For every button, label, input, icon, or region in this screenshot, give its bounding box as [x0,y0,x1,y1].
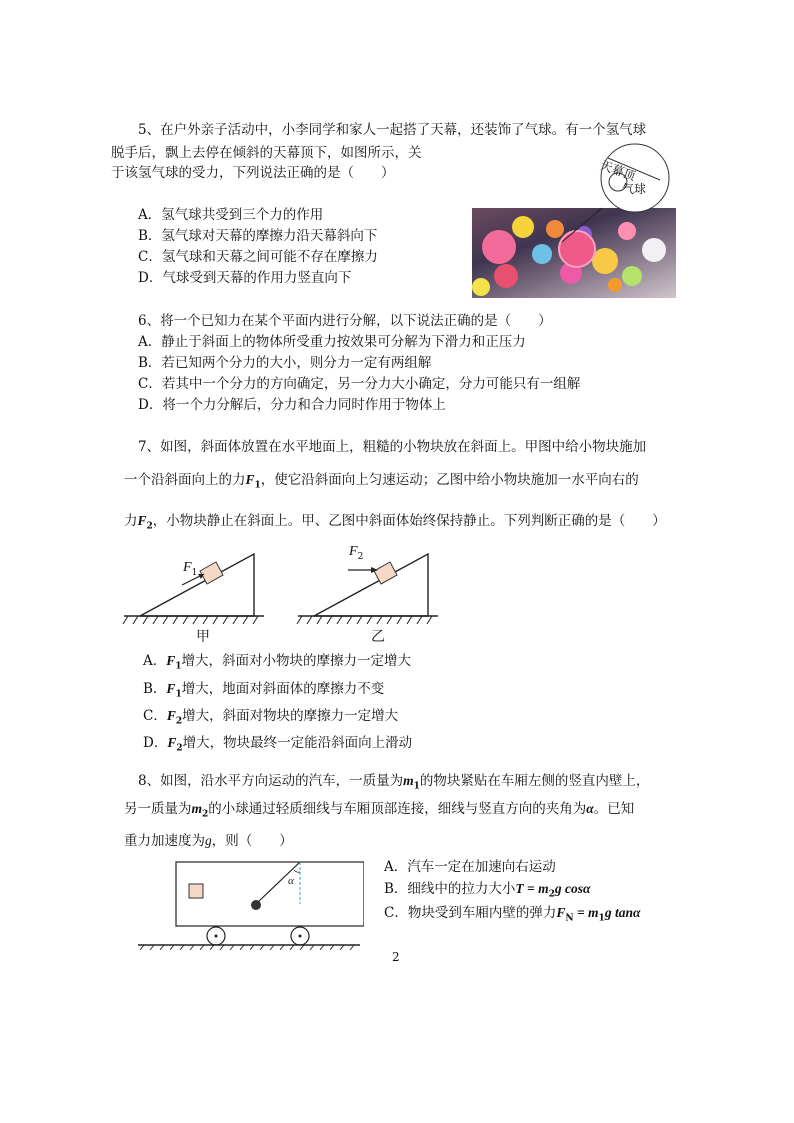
q7-f2: F [137,513,147,528]
q8-option-b: B．细线中的拉力大小$T = m_2g$ cosα [384,881,591,900]
q6-option-a: A．静止于斜面上的物体所受重力按效果可分解为下滑力和正压力 [138,334,526,350]
q5-callout [540,140,680,250]
diagram-label-yi: 乙 [371,629,385,645]
callout-label-bottom: 气球 [622,182,647,196]
q7-line3a: 力 [124,513,138,529]
q5-option-a: A．氢气球共受到三个力的作用 [138,207,324,223]
q8-option-a: A．汽车一定在加速向右运动 [384,859,556,875]
q7-option-a: A．$F_1$增大，斜面对小物块的摩擦力一定增大 [143,653,412,672]
q6-stem: 6、将一个已知力在某个平面内进行分解，以下说法正确的是（ ） [138,313,552,329]
q8-stem-line1: 8、如图，沿水平方向运动的汽车，一质量为$m_1$的物块紧贴在车厢左侧的竖直内壁上， [138,773,650,792]
q5-option-b: B．氢气球对天幕的摩擦力沿天幕斜向下 [138,228,378,244]
q5-option-c: C．氢气球和天幕之间可能不存在摩擦力 [138,249,378,265]
callout-label-top: 天幕顶 [598,157,638,184]
q5-stem-line1: 5、在户外亲子活动中，小李同学和家人一起搭了天幕，还装饰了气球。有一个氢气球 [138,122,647,138]
diagram-yi-force: $F_2$ [349,544,364,562]
q8-option-c: C．物块受到车厢内壁的弹力$F_N = m_1g$ tanα [384,905,641,924]
q7-line2b: ，使它沿斜面向上匀速运动；乙图中给小物块施加一水平向右的 [260,472,639,488]
q7-line3b: ，小物块静止在斜面上。甲、乙图中斜面体始终保持静止。下列判断正确的是（ ） [152,513,666,529]
q7-option-c: C．$F_2$增大，斜面对物块的摩擦力一定增大 [143,708,399,727]
q7-line2a: 一个沿斜面向上的力 [124,472,246,488]
q7-option-b: B．$F_1$增大，地面对斜面体的摩擦力不变 [143,681,385,700]
q5-option-d: D．气球受到天幕的作用力竖直向下 [138,270,352,286]
q5-stem-line2: 脱手后，飘上去停在倾斜的天幕顶下，如图所示，关 [111,145,422,161]
q7-option-d: D．$F_2$增大，物块最终一定能沿斜面向上滑动 [143,735,413,754]
incline-diagram-yi [292,548,442,630]
car-diagram [134,858,364,950]
car-diagram-alpha: α [288,875,294,887]
q7-stem-line2 [124,471,639,495]
q7-f1: F [245,472,255,487]
q7-f1-sub: 1 [254,480,261,491]
q7-stem-line1: 7、如图，斜面体放置在水平地面上，粗糙的小物块放在斜面上。甲图中给小物块施加 [138,439,647,455]
q8-stem-line2: 另一质量为$m_2$的小球通过轻质细线与车厢顶部连接，细线与竖直方向的夹角为α。已知 [124,801,635,820]
q6-option-b: B．若已知两个分力的大小，则分力一定有两组解 [138,355,432,371]
q7-f2-sub: 2 [146,521,153,532]
q8-stem-line3: 重力加速度为g，则（ ） [124,833,293,849]
page-number: 2 [392,950,400,964]
q6-option-d: D．将一个力分解后，分力和合力同时作用于物体上 [138,397,446,413]
diagram-label-jia: 甲 [196,629,210,645]
q6-option-c: C．若其中一个分力的方向确定，另一分力大小确定，分力可能只有一组解 [138,376,581,392]
q7-stem-line3 [124,512,666,536]
diagram-jia-force: $F_1$ [183,560,198,578]
q5-stem-line3: 于该氢气球的受力，下列说法正确的是（ ） [111,165,395,181]
